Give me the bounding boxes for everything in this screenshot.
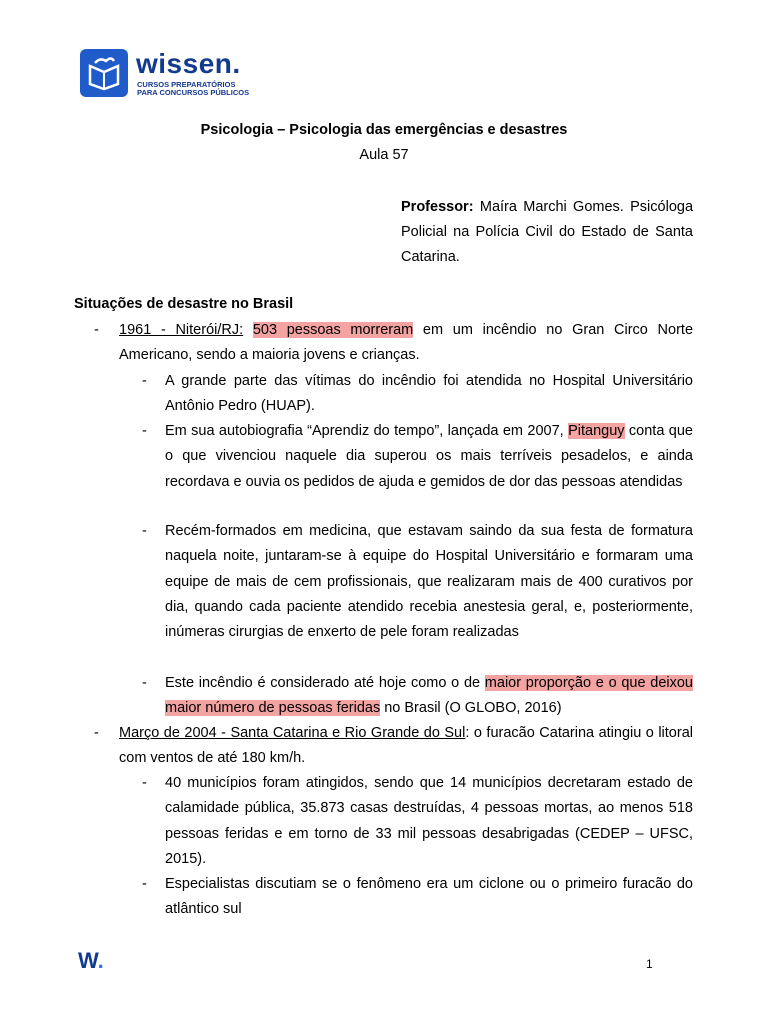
sub-list-item: [142, 419, 693, 495]
sub-list-item: [142, 369, 693, 420]
bullet-dash: -: [142, 675, 147, 691]
bullet-dash: -: [94, 725, 99, 741]
item-text: Recém-formados em medicina, que estavam saindo da sua festa de formatura naquela noite, juntaram-se à equipe do Hospital Universitário e formaram uma equipe de mais de cem profissionais, que realizaram mais de 400 curativos por dia, quando cada paciente atendido recebia anestesia geral, e, posteriormente, inúmeras cirurgias de enxerto de pele foram realizadas: [165, 523, 693, 641]
item-text: em um incêndio no Gran Circo Norte Americano, sendo a maioria jovens e crianças.: [119, 322, 694, 364]
bullet-dash: -: [142, 775, 147, 791]
section-heading: Situações de desastre no Brasil: [74, 296, 294, 312]
lesson-number: Aula 57: [359, 147, 409, 163]
sub-list-item: [142, 771, 693, 872]
event-date-place: 1961 - Niterói/RJ:: [119, 322, 244, 338]
document-title: Psicologia – Psicologia das emergências e desastres: [200, 122, 568, 138]
item-text: : o furacão Catarina atingiu o litoral com ventos de até 180 km/h.: [119, 725, 693, 767]
item-text: 40 municípios foram atingidos, sendo que 14 municípios decretaram estado de calamidade pública, 35.873 casas destruídas, 4 pessoas mortas, ao menos 518 pessoas feridas e em torno de 33 mil pessoas desabrigadas (CEDEP – UFSC, 2015).: [165, 775, 693, 867]
page-number: 1: [646, 957, 653, 971]
item-text: Este incêndio é considerado até hoje como o de: [165, 675, 485, 691]
sub-list-item: [142, 519, 693, 645]
bullet-dash: -: [142, 876, 147, 892]
item-text: conta que o que vivenciou naquele dia superou os mais terríveis pesadelos, e ainda recordava e ouvia os pedidos de ajuda e gemidos de dor das pessoas atendidas: [165, 423, 693, 490]
item-text: Especialistas discutiam se o fenômeno era um ciclone ou o primeiro furacão do atlântico sul: [165, 876, 693, 918]
logo-tagline-2: PARA CONCURSOS PÚBLICOS: [137, 88, 250, 97]
highlight: 503 pessoas morreram: [252, 322, 414, 338]
bullet-dash: -: [142, 523, 147, 539]
logo-wordmark: wissen.: [136, 48, 241, 79]
bullet-dash: -: [142, 373, 147, 389]
item-text: Em sua autobiografia “Aprendiz do tempo”, lançada em 2007,: [165, 423, 569, 439]
highlight: maior proporção e o que deixou maior número de pessoas feridas: [165, 675, 693, 717]
sub-list-item: [142, 872, 693, 923]
wissen-logo: [80, 49, 280, 99]
list-item: [94, 318, 694, 369]
highlight: Pitanguy: [568, 423, 625, 439]
footer-logo-mark: W.: [78, 948, 104, 973]
professor-text: Maíra Marchi Gomes. Psicóloga Policial na Polícia Civil do Estado de Santa Catarina.: [401, 199, 694, 265]
item-text: A grande parte das vítimas do incêndio foi atendida no Hospital Universitário Antônio Pedro (HUAP).: [165, 373, 693, 415]
professor-info: [401, 195, 693, 270]
event-date-place: Março de 2004 - Santa Catarina e Rio Grande do Sul: [119, 725, 466, 741]
professor-label: Professor:: [401, 199, 474, 215]
book-icon: [80, 49, 128, 97]
item-text: no Brasil (O GLOBO, 2016): [380, 700, 562, 717]
logo-tagline-1: CURSOS PREPARATÓRIOS: [137, 80, 236, 89]
list-item: [94, 721, 693, 772]
bullet-dash: -: [94, 322, 99, 338]
bullet-dash: -: [142, 423, 147, 439]
sub-list-item: [142, 671, 693, 722]
